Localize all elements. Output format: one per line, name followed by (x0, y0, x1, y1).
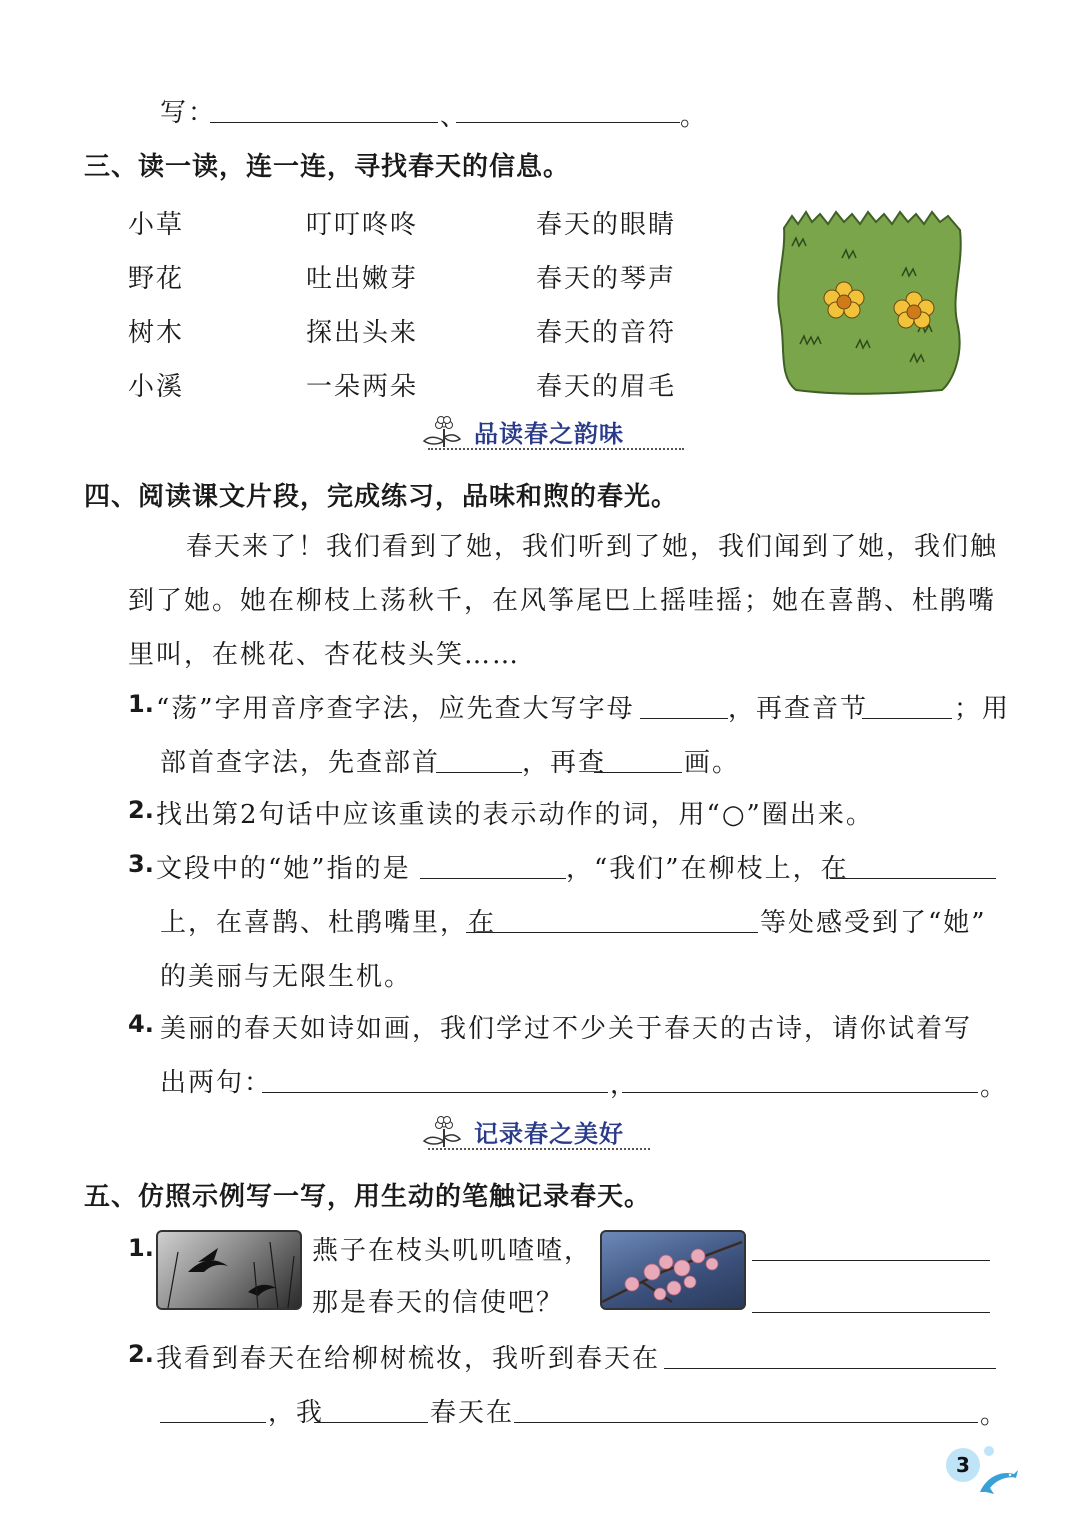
match-item[interactable]: 春天的琴声 (536, 264, 677, 294)
period: 。 (680, 102, 709, 132)
decorative-bubble (984, 1446, 994, 1456)
question-text: 画。 (684, 748, 741, 778)
answer-blank[interactable] (752, 1260, 990, 1261)
match-column-2 (306, 198, 418, 414)
question-text: 我看到春天在给柳树梳妆，我听到春天在 (156, 1344, 661, 1374)
question-text: ，“我们”在柳枝上，在 (566, 854, 849, 884)
period: 。 (980, 1072, 1009, 1102)
match-item[interactable]: 吐出嫩芽 (306, 264, 419, 294)
question-number: 1. (128, 1234, 154, 1262)
question-text: 春天在 (430, 1398, 515, 1428)
answer-blank[interactable] (594, 772, 682, 773)
question-number: 2. (128, 796, 154, 824)
passage-line: 春天来了！我们看到了她，我们听到了她，我们闻到了她，我们触 (186, 532, 999, 562)
question-text: ，再查音节 (728, 694, 869, 724)
answer-blank[interactable] (314, 1422, 428, 1423)
question-number: 1. (128, 690, 154, 718)
answer-blank[interactable] (752, 1312, 990, 1313)
match-item[interactable]: 野花 (128, 264, 185, 294)
question-text: 美丽的春天如诗如画，我们学过不少关于春天的古诗，请你试着写 (160, 1014, 973, 1044)
section-4-heading: 四、阅读课文片段，完成练习，品味和煦的春光。 (84, 482, 679, 512)
page-number-text: 3 (956, 1453, 970, 1477)
answer-blank[interactable] (210, 122, 438, 123)
match-item[interactable]: 小溪 (128, 372, 185, 402)
question-text: 等处感受到了“她” (760, 908, 987, 938)
match-item[interactable]: 小草 (128, 210, 185, 240)
passage-line: 里叫，在桃花、杏花枝头笑…… (128, 640, 521, 670)
answer-blank[interactable] (640, 718, 728, 719)
question-number: 4. (128, 1010, 154, 1038)
banner-underline (428, 448, 684, 450)
answer-blank[interactable] (664, 1368, 996, 1369)
match-item[interactable]: 春天的音符 (536, 318, 677, 348)
answer-blank[interactable] (862, 718, 952, 719)
top-label: 写： (160, 98, 217, 128)
answer-blank[interactable] (466, 932, 758, 933)
section-banner (420, 414, 624, 449)
swallow-photo (156, 1230, 302, 1310)
answer-blank[interactable] (262, 1092, 608, 1093)
match-item[interactable]: 春天的眉毛 (536, 372, 677, 402)
section-5-heading: 五、仿照示例写一写，用生动的笔触记录春天。 (84, 1182, 652, 1212)
question-text: ，再查 (522, 748, 607, 778)
banner-title: 品读春之韵味 (474, 419, 624, 448)
question-text: 上，在喜鹊、杜鹃嘴里，在 (160, 908, 497, 938)
match-column-3 (536, 198, 676, 414)
banner-underline (428, 1148, 650, 1150)
question-text: 文段中的“她”指的是 (156, 854, 411, 884)
match-item[interactable]: 叮叮咚咚 (306, 210, 419, 240)
section-3-heading: 三、读一读，连一连，寻找春天的信息。 (84, 152, 571, 182)
answer-blank[interactable] (436, 772, 522, 773)
answer-blank[interactable] (622, 1092, 978, 1093)
question-number: 2. (128, 1340, 154, 1368)
question-number: 3. (128, 850, 154, 878)
example-text: 燕子在枝头叽叽喳喳， (312, 1236, 593, 1266)
match-item[interactable]: 一朵两朵 (306, 372, 419, 402)
question-text: 的美丽与无限生机。 (160, 962, 413, 992)
dolphin-icon (976, 1464, 1020, 1498)
separator: 、 (440, 102, 469, 132)
section-banner (420, 1114, 624, 1149)
question-text: ；用 (954, 694, 1011, 724)
answer-blank[interactable] (456, 122, 680, 123)
peach-blossom-photo (600, 1230, 746, 1310)
match-item[interactable]: 春天的眼睛 (536, 210, 677, 240)
question-text: 找出第2句话中应该重读的表示动作的词，用“○”圈出来。 (156, 800, 874, 830)
banner-title: 记录春之美好 (474, 1119, 624, 1148)
question-text: ， (610, 1070, 639, 1100)
answer-blank[interactable] (160, 1422, 266, 1423)
passage-line: 到了她。她在柳枝上荡秋千，在风筝尾巴上摇哇摇；她在喜鹊、杜鹃嘴 (128, 586, 997, 616)
question-text: 部首查字法，先查部首 (160, 748, 441, 778)
answer-blank[interactable] (420, 878, 566, 879)
match-column-1 (128, 198, 184, 414)
page-number (946, 1448, 980, 1482)
sprout-icon (420, 415, 468, 449)
period: 。 (980, 1400, 1009, 1430)
match-item[interactable]: 探出头来 (306, 318, 419, 348)
question-text: ，我 (268, 1398, 325, 1428)
question-text: “荡”字用音序查字法，应先查大写字母 (156, 694, 635, 724)
sprout-icon (420, 1115, 468, 1149)
question-text: 出两句： (160, 1068, 273, 1098)
answer-blank[interactable] (830, 878, 996, 879)
example-text: 那是春天的信使吧？ (312, 1288, 565, 1318)
match-item[interactable]: 树木 (128, 318, 185, 348)
answer-blank[interactable] (514, 1422, 978, 1423)
grass-illustration (772, 206, 968, 396)
